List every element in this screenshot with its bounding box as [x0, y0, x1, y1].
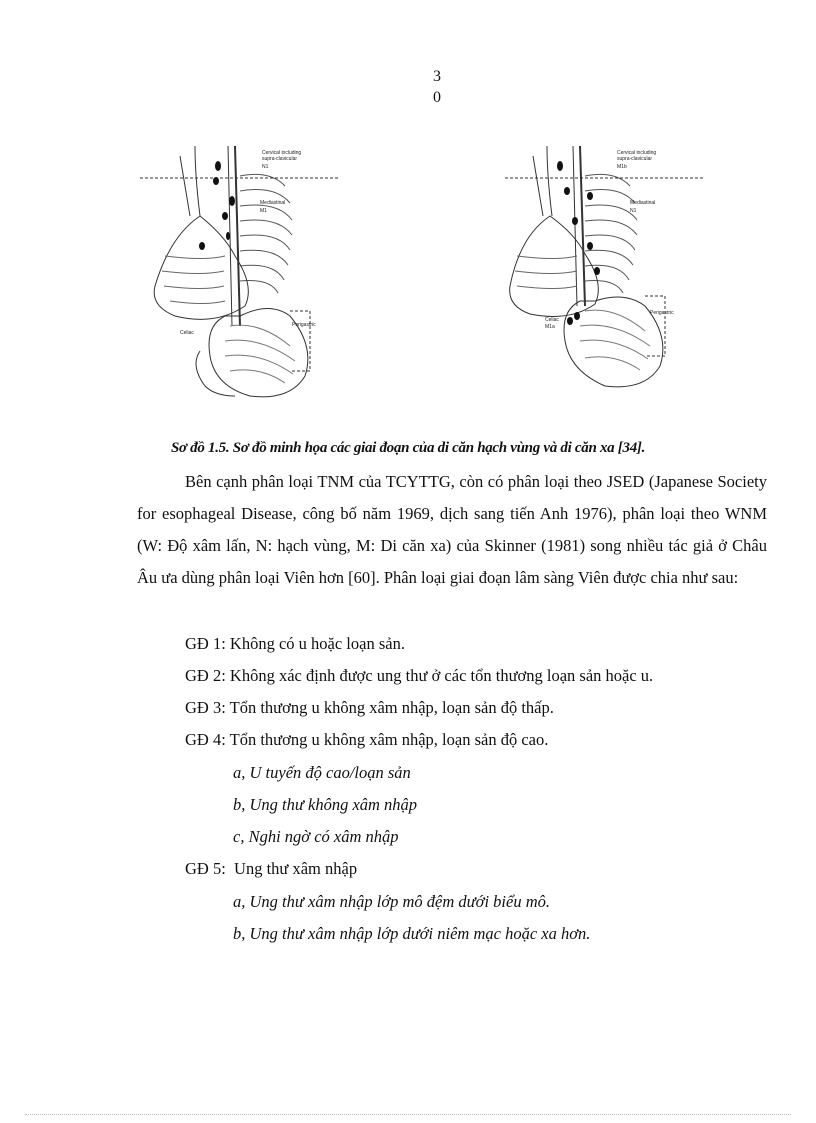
label-celiac: Celiac: [545, 317, 559, 323]
label-supraclavicular: supra-clavicular: [262, 156, 298, 162]
figure-caption: Sơ đồ 1.5. Sơ đồ minh họa các giai đoạn của di căn hạch vùng và di căn xa [34].: [170, 440, 646, 456]
stage-5-sub-a: a, Ung thư xâm nhập lớp mô đệm dưới biểu mô.: [233, 892, 550, 911]
stage-1: GĐ 1: Không có u hoặc loạn sản.: [185, 634, 405, 653]
stage-3: GĐ 3: Tổn thương u không xâm nhập, loạn sản độ thấp.: [185, 698, 554, 717]
stage-4-sub-c: c, Nghi ngờ có xâm nhập: [233, 827, 399, 846]
body-paragraph: Bên cạnh phân loại TNM của TCYTTG, còn có phân loại theo JSED (Japanese Society for esophageal Disease, công bố năm 1969, dịch sang tiến Anh 1976), phân loại theo WNM (W: Độ xâm lấn, N: hạch vùng, M: Di căn xa) của Skinner (1981) song nhiều tác giả ở Châu Âu ưa dùng phân loại Viên hơn [60]. Phân loại giai đoạn lâm sàng Viên được chia như sau:: [137, 472, 767, 587]
stage-2: GĐ 2: Không xác định được ung thư ở các tổn thương loạn sản hoặc u.: [185, 666, 654, 685]
esophagus-diagram-left: [140, 136, 340, 406]
label-celiac: Celiac: [180, 330, 194, 336]
label-perigastric: Perigastric: [650, 310, 674, 316]
label-perigastric: Perigastric: [292, 322, 316, 328]
label-cervical: Cervical including: [617, 150, 657, 156]
label-m1a: M1a: [545, 324, 555, 330]
figure-left-illustration: [140, 136, 340, 406]
stage-5-sub-b: b, Ung thư xâm nhập lớp dưới niêm mạc hoặc xa hơn.: [233, 924, 591, 943]
page-number-line2: 0: [433, 89, 441, 106]
stage-4: GĐ 4: Tổn thương u không xâm nhập, loạn sản độ cao.: [185, 730, 549, 749]
stage-4-sub-b: b, Ung thư không xâm nhập: [233, 795, 418, 814]
label-n1: N1: [630, 208, 637, 214]
page-bottom-rule: [25, 1114, 791, 1115]
label-mediastinal: Mediastinal: [630, 200, 656, 206]
esophagus-diagram-right: [505, 136, 705, 406]
stage-5: GĐ 5: Ung thư xâm nhập: [185, 859, 358, 878]
label-supraclavicular: supra-clavicular: [617, 156, 653, 162]
page-number-line1: 3: [433, 68, 441, 85]
stage-4-sub-a: a, U tuyến độ cao/loạn sản: [233, 763, 411, 782]
label-m1: M1: [260, 208, 267, 214]
label-n1: N1: [262, 164, 269, 170]
label-mediastinal: Mediastinal: [260, 200, 286, 206]
label-m1b: M1b: [617, 164, 627, 170]
label-cervical: Cervical including: [262, 150, 302, 156]
figure-right-illustration: [505, 136, 705, 406]
